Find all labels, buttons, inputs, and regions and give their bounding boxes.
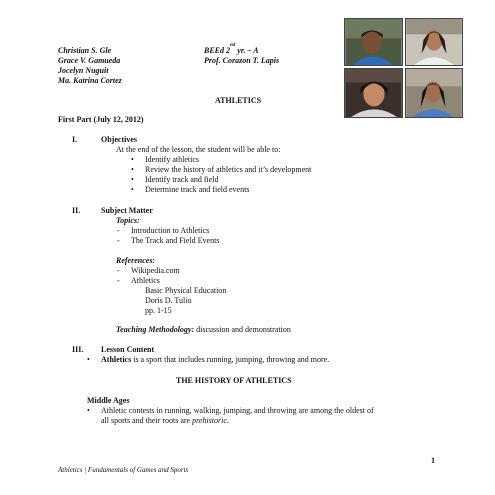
student-photo-1 (345, 19, 402, 65)
author-3: Jocelyn Nuguit (58, 66, 109, 75)
objectives-intro: At the end of the lesson, the student will be able to: (116, 145, 281, 154)
reference-detail: Basic Physical Education (145, 286, 227, 295)
part-heading: First Part (July 12, 2012) (58, 115, 144, 124)
section-num-1: I. (72, 135, 78, 144)
teaching-methodology: Teaching Methodology: discussion and demonstration (116, 325, 291, 334)
objective-item: • Identify track and field (145, 175, 219, 185)
professor-name: Prof. Corazon T. Lapis (204, 56, 280, 65)
photo-top-right (405, 18, 463, 66)
author-1: Christian S. Gle (58, 46, 112, 55)
photo-top-left (344, 18, 403, 66)
objective-item: • Determine track and field events (145, 185, 249, 195)
history-title: THE HISTORY OF ATHLETICS (176, 376, 292, 385)
history-line-2: all sports and their roots are prehistoric. (101, 416, 229, 425)
photo-bottom-left (344, 68, 403, 118)
reference-item: - Athletics (131, 276, 160, 286)
topics-label: Topics: (116, 216, 140, 225)
history-subhead: Middle Ages (87, 396, 130, 405)
student-photo-3 (345, 69, 402, 117)
author-2: Grace V. Gamueda (58, 56, 121, 65)
reference-item: - Wikipedia.com (131, 266, 180, 276)
reference-detail: pp. 1-15 (145, 306, 172, 315)
page-number: 1 (431, 456, 435, 465)
section-title-objectives: Objectives (101, 135, 137, 144)
author-4: Ma. Katrina Cortez (58, 76, 122, 85)
objective-item: • Identify athletics (145, 155, 199, 165)
history-line-1: • Athletic contests in running, walking, jumping, and throwing are among the oldest of (101, 406, 374, 416)
section-title-subject: Subject Matter (101, 206, 153, 215)
photo-bottom-right (405, 68, 463, 118)
student-photo-4 (406, 69, 462, 117)
section-title-content: Lesson Content (101, 345, 155, 354)
section-num-3: III. (72, 345, 84, 354)
topic-item: - Introduction to Athletics (131, 226, 209, 236)
section-num-2: II. (72, 206, 81, 215)
references-label: References: (116, 256, 156, 265)
document-title: ATHLETICS (215, 96, 262, 105)
objective-item: • Review the history of athletics and it’s development (145, 165, 311, 175)
lesson-content-item: • Athletics is a sport that includes running, jumping, throwing and more. (101, 355, 329, 365)
course-label: BEEd 2nd yr. – A (204, 43, 259, 55)
topic-item: - The Track and Field Events (131, 236, 219, 246)
reference-detail: Doris D. Tulio (145, 296, 192, 305)
footer-text: Athletics | Fundamentals of Games and Sports (58, 466, 189, 474)
student-photo-2 (406, 19, 462, 65)
